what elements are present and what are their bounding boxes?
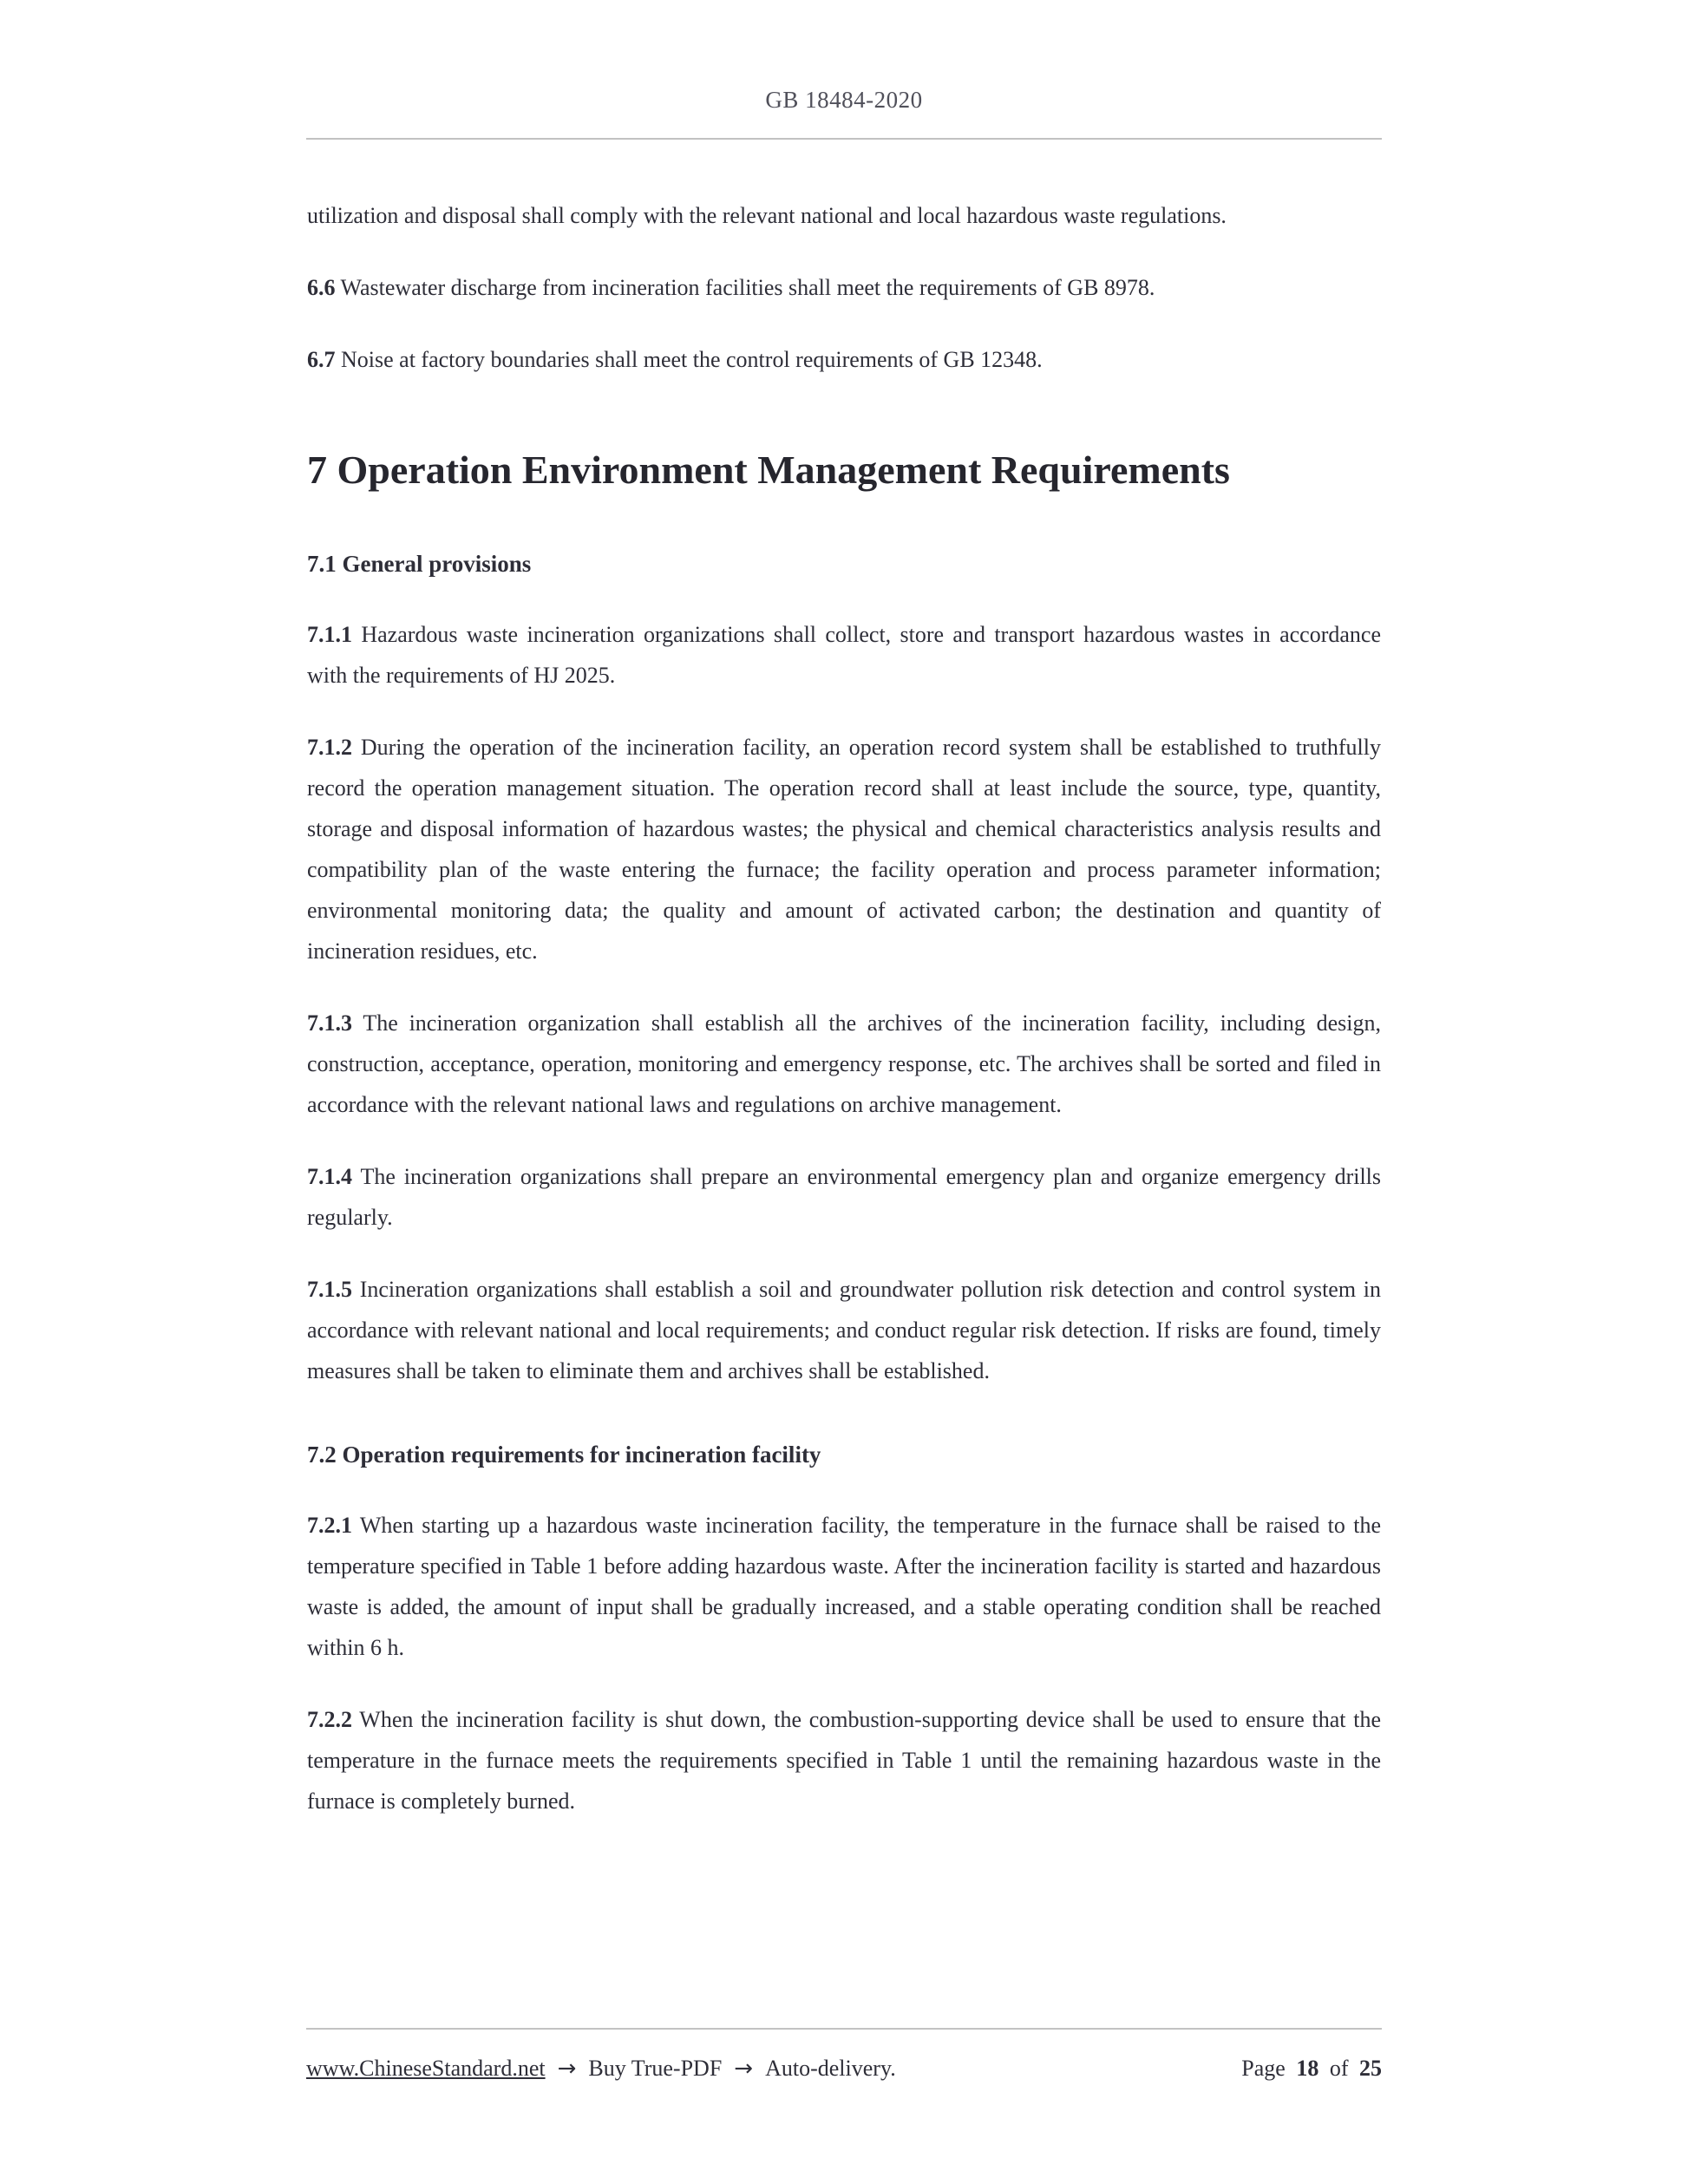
page-current: 18 (1296, 2056, 1319, 2081)
document-number: GB 18484-2020 (765, 87, 923, 113)
section-7-2-heading: 7.2 Operation requirements for incineration facility (307, 1442, 821, 1468)
clause-number: 6.7 (307, 347, 336, 372)
clause-number: 7.1.1 (307, 622, 352, 648)
clause-text: Noise at factory boundaries shall meet the control requirements of GB 12348. (341, 347, 1043, 372)
footer-row (306, 2030, 1382, 2082)
clause-number: 7.2.1 (307, 1513, 352, 1539)
clause-7-2-1 (307, 1505, 1381, 1668)
footer-links (306, 2056, 896, 2082)
clause-text: Hazardous waste incineration organizations shall collect, store and transport hazardous wastes in accordance with the requirements of HJ 2025. (307, 622, 1382, 689)
clause-7-1-4 (307, 1156, 1381, 1238)
document-body (307, 140, 1381, 2028)
clause-text: When starting up a hazardous waste incineration facility, the temperature in the furnace shall be raised to the temperature specified in Table 1 before adding hazardous waste. After the incineration facility is started and hazardous waste is added, the amount of input shall be gradually increased, and a stable operating condition shall be reached within 6 h. (307, 1513, 1381, 1661)
clause-text: During the operation of the incineration facility, an operation record system shall be established to truthfully record the operation management situation. The operation record shall at least include the source, type, quantity, storage and disposal information of hazardous wastes; the physical and chemical characteristics analysis results and compatibility plan of the waste entering the furnace; the facility operation and process parameter information; environmental monitoring data; the quality and amount of activated carbon; the destination and quantity of incineration residues, etc. (307, 735, 1381, 964)
arrow-right-icon: → (734, 2056, 754, 2082)
page-header (0, 0, 1688, 140)
clause-text: The incineration organization shall establish all the archives of the incineration facility, including design, construction, acceptance, operation, monitoring and emergency response, etc. The archives shall be sorted and filed in accordance with the relevant national laws and regulations on archive management. (307, 1010, 1382, 1118)
clause-number: 6.6 (307, 275, 336, 300)
page-total: 25 (1359, 2056, 1382, 2081)
clause-6-7 (307, 339, 1381, 380)
clause-number: 7.1.4 (307, 1164, 352, 1190)
clause-text: Incineration organizations shall establish a soil and groundwater pollution risk detection and control system in accordance with relevant national and local requirements; and conduct regular risk detection. If risks are found, timely measures shall be taken to eliminate them and archives shall be established. (307, 1277, 1381, 1384)
clause-7-1-2 (307, 727, 1381, 971)
page-number (1236, 2056, 1382, 2082)
clause-text: When the incineration facility is shut down, the combustion-supporting device shall be used to ensure that the temperature in the furnace meets the requirements specified in Table 1 until the remaining hazardous waste in the furnace is completely burned. (307, 1707, 1382, 1815)
paragraph-text: utilization and disposal shall comply with the relevant national and local hazardous waste regulations. (307, 203, 1227, 228)
clause-number: 7.1.5 (307, 1277, 352, 1303)
site-link[interactable]: www.ChineseStandard.net (306, 2056, 546, 2081)
page-footer (306, 2028, 1382, 2184)
clause-number: 7.2.2 (307, 1707, 352, 1733)
clause-7-1-5 (307, 1269, 1381, 1391)
clause-text: Wastewater discharge from incineration facilities shall meet the requirements of GB 8978. (340, 275, 1155, 300)
clause-7-2-2 (307, 1699, 1381, 1821)
clause-7-1-3 (307, 1003, 1381, 1125)
auto-delivery-label: Auto-delivery. (765, 2056, 896, 2081)
section-7-heading: 7 Operation Environment Management Requirements (307, 448, 1230, 492)
clause-6-6 (307, 267, 1381, 308)
paragraph-continuation (307, 195, 1381, 236)
clause-text: The incineration organizations shall prepare an environmental emergency plan and organize emergency drills regularly. (307, 1164, 1382, 1231)
of-word: of (1329, 2056, 1349, 2081)
buy-true-pdf-label: Buy True-PDF (588, 2056, 723, 2081)
clause-number: 7.1.3 (307, 1010, 352, 1036)
arrow-right-icon: → (557, 2056, 577, 2082)
clause-7-1-1 (307, 614, 1381, 696)
page-word: Page (1241, 2056, 1286, 2081)
clause-number: 7.1.2 (307, 735, 352, 761)
section-7-1-heading: 7.1 General provisions (307, 551, 532, 578)
